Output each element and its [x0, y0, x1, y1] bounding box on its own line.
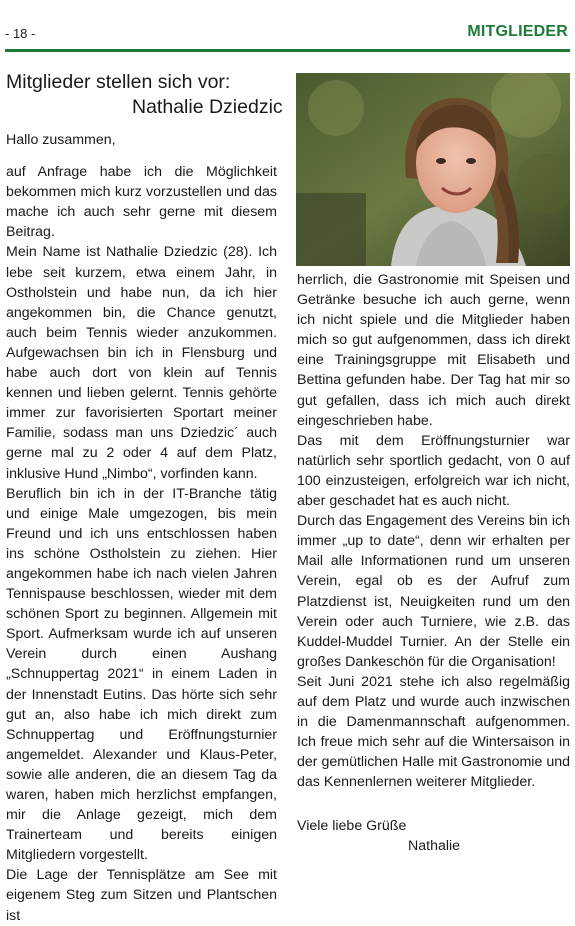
paragraph-tournament: Das mit dem Eröffnungsturnier war natürlich sehr sportlich gedacht, von 0 auf 100 einzusteigen, erfolgreich war ich nicht, aber geschadet hat es auch nicht. — [297, 432, 570, 510]
article-title: Mitglieder stellen sich vor: — [6, 71, 231, 93]
paragraph-intro: auf Anfrage habe ich die Möglichkeit bekommen mich kurz vorzustellen und das mache ich auch sehr gerne mit diesem Beitrag. — [6, 164, 277, 241]
salutation: Hallo zusammen, — [6, 132, 116, 148]
paragraph-about: Mein Name ist Nathalie Dziedzic (28). Ich lebe seit kurzem, etwa einem Jahr, in Ostholstein und habe nun, da ich hier angekommen bin, die Chance genutzt, auch beim Tennis wieder anzukommen. Aufgewachsen bin ich in Flensburg und habe auch dort von klein auf Tennis kennen und lieben gelernt. Tennis gehörte immer zur favorisierten Sportart meiner Familie, sodass man uns Dziedzic´ auch gerne mal zu 2 oder 4 auf dem Platz, inklusive Hund „Nimbo“, vorfinden kann. — [6, 244, 277, 482]
portrait-image — [296, 73, 570, 266]
page-number: - 18 - — [5, 26, 36, 41]
signature-name: Nathalie — [408, 838, 461, 854]
closing-greeting: Viele liebe Grüße — [297, 818, 407, 834]
paragraph-location: Die Lage der Tennisplätze am See mit eigenem Steg zum Sitzen und Plantschen ist — [6, 867, 277, 924]
paragraph-team: Seit Juni 2021 stehe ich also regelmäßig auf dem Platz und wurde auch inzwischen in die Damenmannschaft aufgenommen. Ich freue mich sehr auf die Wintersaison in der gemütlichen Halle mit Gastronomie und das Kennenlernen weiterer Mitglieder. — [297, 673, 570, 791]
left-column — [6, 130, 277, 926]
paragraph-club-engagement: Durch das Engagement des Vereins bin ich immer „up to date“, denn wir erhalten per Mail alle Informationen rund um unseren Verein, egal ob es der Aufruf zum Platzdienst ist, Neuigkeiten rund um den Verein oder auch Turniere, wie z.B. das Kuddel-Muddel Turnier. An der Stelle ein großes Dankeschön für die Organisation! — [297, 513, 570, 670]
paragraph-continuation: herrlich, die Gastronomie mit Speisen und Getränke besuche ich auch gerne, wenn ich nicht spiele und die Mitglieder haben mich so gut aufgenommen, dass ich direkt eine Trainingsgruppe mit Elisabeth und Bettina gefunden habe. Der Tag hat mir so gut gefallen, dass ich mich auch direkt eingeschrieben habe. — [297, 272, 570, 429]
page-header — [5, 18, 570, 48]
paragraph-career: Beruflich bin ich in der IT-Branche tätig und einige Male umgezogen, bis mein Freund und ich uns entschlossen haben ins schöne Ostholstein zu ziehen. Hier angekommen habe ich nach vielen Jahren Tennispause beschlossen, wieder mit dem schönen Sport zu beginnen. Allgemein mit Sport. Aufmerksam wurde ich auf unseren Verein durch einen Aushang „Schnuppertag 2021“ in einem Laden in der Innenstadt Eutins. Das hörte sich sehr gut an, also habe ich mich direkt zum Schnuppertag und Eröffnungsturnier angemeldet. Alexander und Klaus-Peter, sowie alle anderen, die an diesem Tag da waren, haben mich herzlichst empfangen, mir die Anlage gezeigt, mich dem Trainerteam und bereits einigen Mitgliedern vorgestellt. — [6, 485, 277, 864]
article-subtitle-name: Nathalie Dziedzic — [132, 96, 283, 118]
section-title: MITGLIEDER — [467, 23, 568, 40]
header-divider — [5, 49, 570, 52]
portrait-photo — [296, 73, 570, 266]
right-column — [297, 270, 570, 792]
